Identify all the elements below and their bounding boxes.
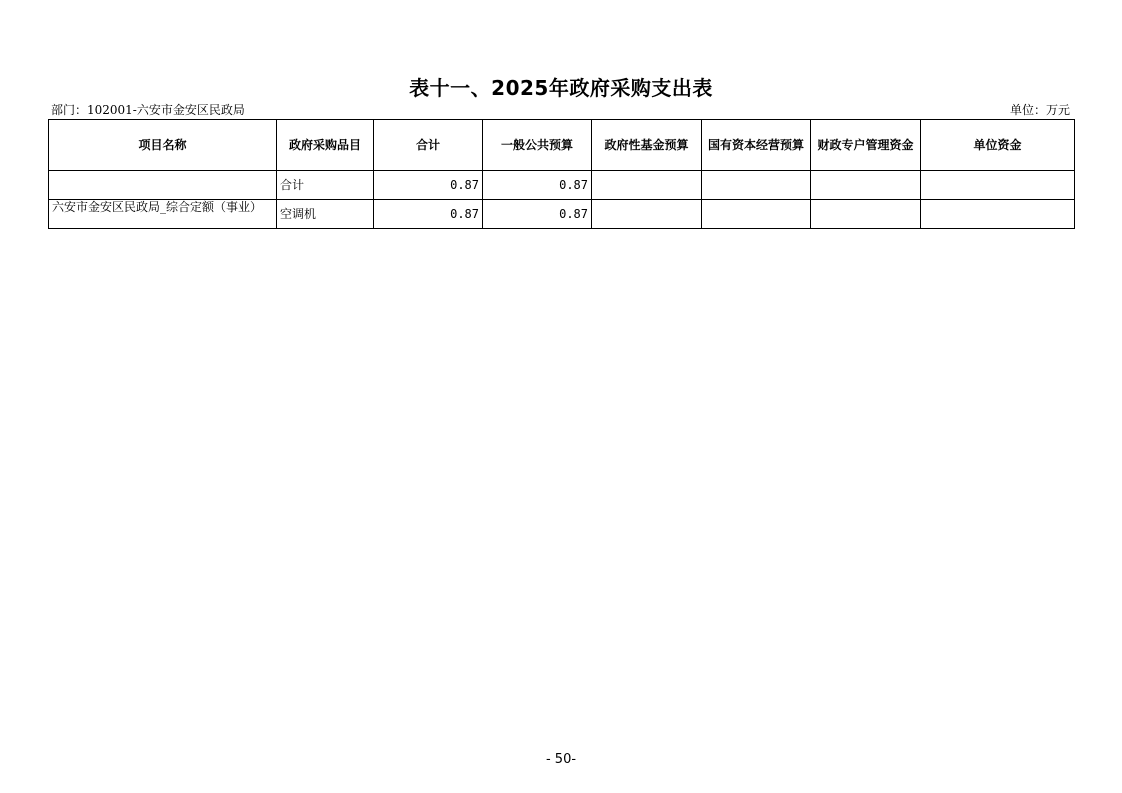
header-state-capital-budget: 国有资本经营预算 [702, 120, 811, 171]
header-gov-fund-budget: 政府性基金预算 [592, 120, 702, 171]
page-title: 表十一、2025年政府采购支出表 [409, 76, 713, 100]
cell-procurement-item: 空调机 [277, 200, 374, 229]
header-unit-funds: 单位资金 [921, 120, 1075, 171]
cell-fiscal-account-funds [811, 171, 921, 200]
cell-gov-fund-budget [592, 171, 702, 200]
cell-project-name: 六安市金安区民政局_综合定额（事业） [49, 200, 277, 229]
header-project-name: 项目名称 [49, 120, 277, 171]
cell-general-budget: 0.87 [483, 171, 592, 200]
cell-state-capital-budget [702, 200, 811, 229]
department-label: 部门：102001-六安市金安区民政局 [51, 103, 245, 117]
cell-state-capital-budget [702, 171, 811, 200]
header-fiscal-account-funds: 财政专户管理资金 [811, 120, 921, 171]
unit-label: 单位：万元 [1009, 103, 1070, 117]
header-total: 合计 [374, 120, 483, 171]
cell-fiscal-account-funds [811, 200, 921, 229]
cell-total: 0.87 [374, 171, 483, 200]
cell-unit-funds [921, 171, 1075, 200]
cell-unit-funds [921, 200, 1075, 229]
table-row [49, 171, 1075, 200]
cell-general-budget: 0.87 [483, 200, 592, 229]
procurement-table [48, 119, 1075, 229]
cell-gov-fund-budget [592, 200, 702, 229]
header-general-budget: 一般公共预算 [483, 120, 592, 171]
cell-project-name [49, 171, 277, 200]
table-header-row [49, 120, 1075, 171]
page-number: - 50- [545, 752, 577, 767]
cell-procurement-item: 合计 [277, 171, 374, 200]
header-procurement-item: 政府采购品目 [277, 120, 374, 171]
table-row [49, 200, 1075, 229]
cell-total: 0.87 [374, 200, 483, 229]
